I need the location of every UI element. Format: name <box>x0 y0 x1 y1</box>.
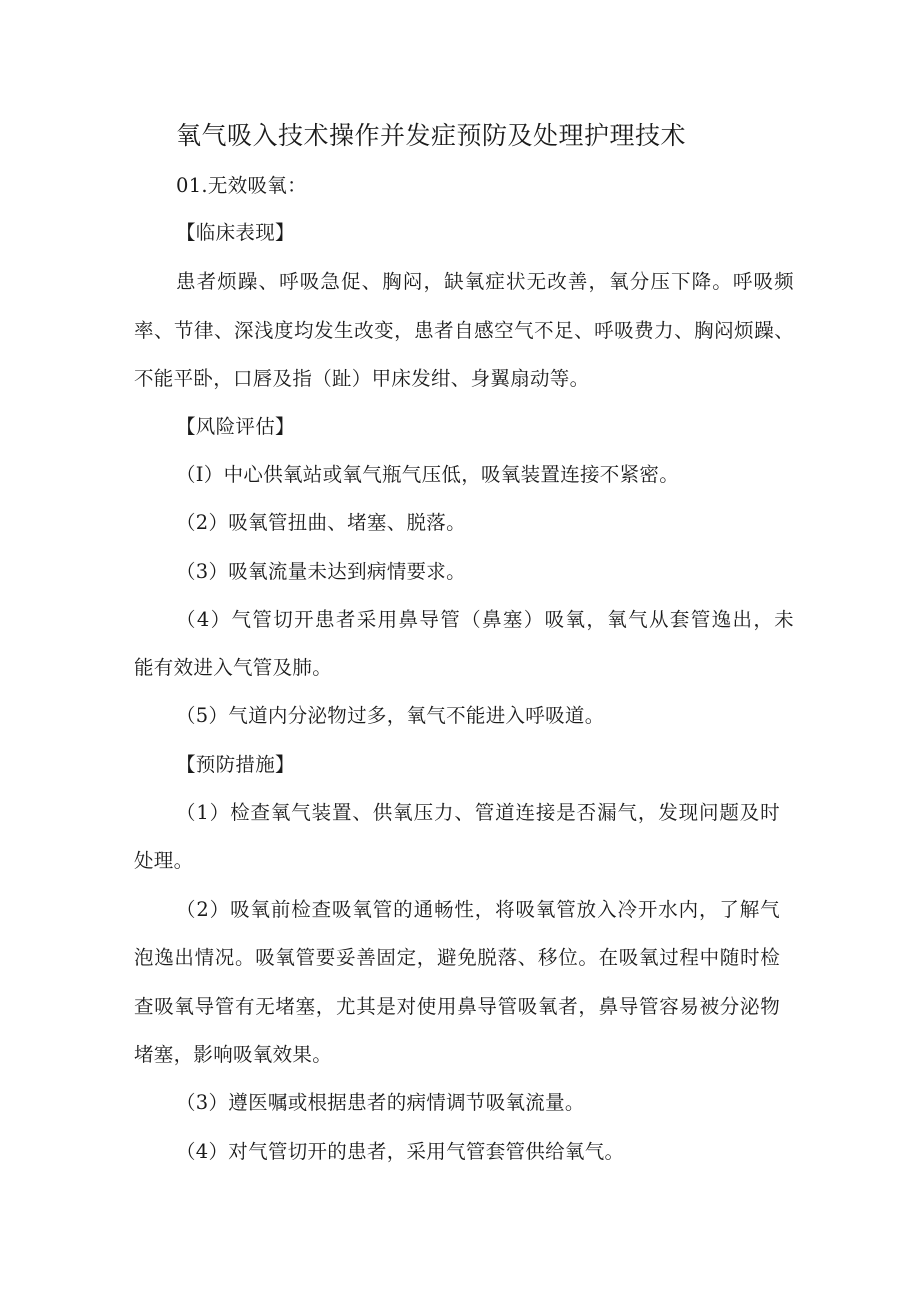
risk-item-4-line-1: （4）气管切开患者采用鼻导管（鼻塞）吸氧，氧气从套管逸出，未 <box>176 608 794 631</box>
prevention-item-2-line-1: （2）吸氧前检查吸氧管的通畅性，将吸氧管放入冷开水内，了解气 <box>176 898 780 921</box>
section-heading: 01.无效吸氧： <box>176 174 307 197</box>
risk-heading: 【风险评估】 <box>176 415 295 438</box>
document-title: 氧气吸入技术操作并发症预防及处理护理技术 <box>176 121 687 150</box>
prevention-item-4: （4）对气管切开的患者，采用气管套管供给氧气。 <box>176 1140 625 1163</box>
prevention-item-2-line-3: 查吸氧导管有无堵塞，尤其是对使用鼻导管吸氧者，鼻导管容易被分泌物 <box>134 995 780 1018</box>
risk-item-2: （2）吸氧管扭曲、堵塞、脱落。 <box>176 511 466 534</box>
risk-item-3: （3）吸氧流量未达到病情要求。 <box>176 560 466 583</box>
risk-item-4-line-2: 能有效进入气管及肺。 <box>134 656 333 679</box>
prevention-item-2-line-2: 泡逸出情况。吸氧管要妥善固定，避免脱落、移位。在吸氧过程中随时检 <box>134 946 780 969</box>
clinical-heading: 【临床表现】 <box>176 221 295 244</box>
prevention-heading: 【预防措施】 <box>176 753 295 776</box>
prevention-item-1-line-2: 处理。 <box>134 849 194 872</box>
clinical-line-3: 不能平卧，口唇及指（趾）甲床发绀、身翼扇动等。 <box>134 367 590 390</box>
prevention-item-1-line-1: （1）检查氧气装置、供氧压力、管道连接是否漏气，发现问题及时 <box>176 801 780 824</box>
risk-item-1: （I）中心供氧站或氧气瓶气压低，吸氧装置连接不紧密。 <box>176 463 680 486</box>
prevention-item-2-line-4: 堵塞，影响吸氧效果。 <box>134 1043 333 1066</box>
prevention-item-3: （3）遵医嘱或根据患者的病情调节吸氧流量。 <box>176 1091 585 1114</box>
risk-item-5: （5）气道内分泌物过多，氧气不能进入呼吸道。 <box>176 704 605 727</box>
clinical-line-2: 率、节律、深浅度均发生改变，患者自感空气不足、呼吸费力、胸闷烦躁、 <box>134 319 794 342</box>
clinical-line-1: 患者烦躁、呼吸急促、胸闷，缺氧症状无改善，氧分压下降。呼吸频 <box>176 270 794 293</box>
